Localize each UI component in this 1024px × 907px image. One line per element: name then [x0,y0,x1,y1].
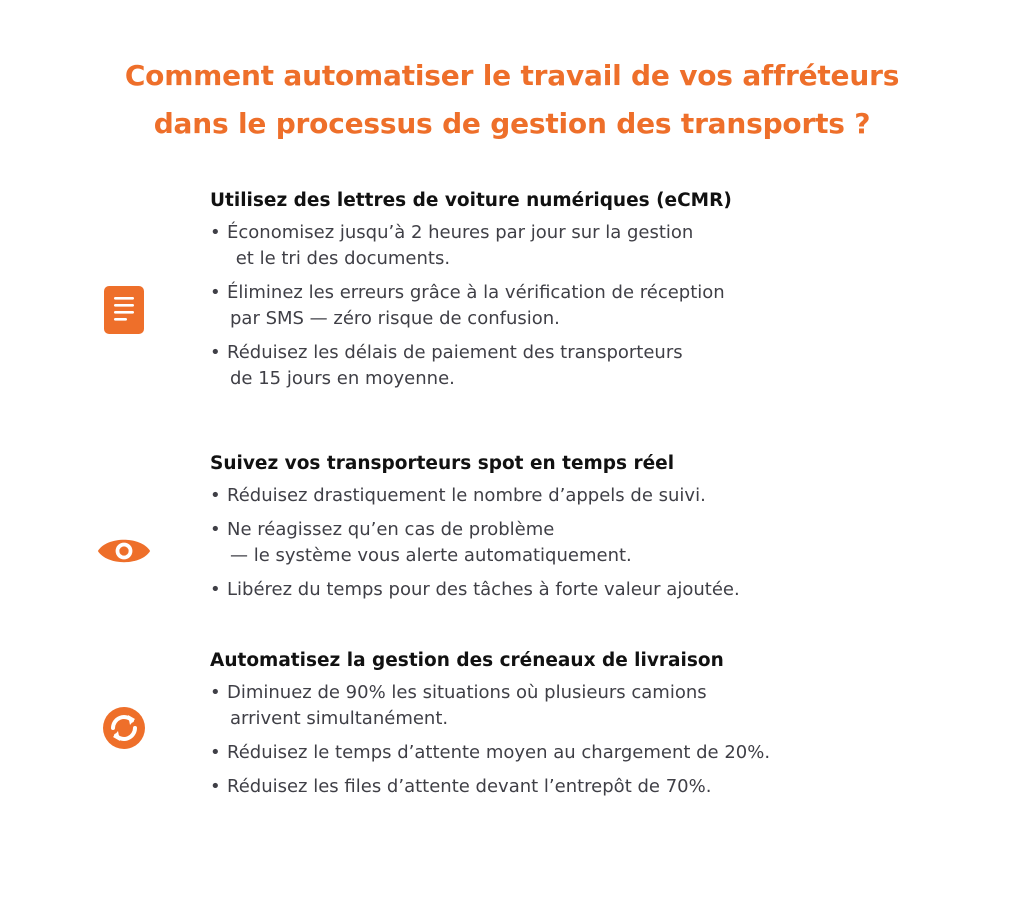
bullet-line: • Réduisez drastiquement le nombre d’appels de suivi. [227,485,706,506]
sync-arrows-icon [96,700,152,756]
section-delivery-slots-content [210,648,970,808]
bullet-list [210,483,970,603]
bullet-line: • Réduisez les files d’attente devant l’entrepôt de 70%. [227,776,712,797]
sync-arrows-icon-graphic [101,705,147,751]
document-icon-graphic [102,284,146,336]
bullet-line: • Diminuez de 90% les situations où plusieurs camions [227,682,707,703]
list-item [210,483,970,509]
bullet-line: • Ne réagissez qu’en cas de problème [227,519,555,540]
list-item [210,740,970,766]
bullet-line: • Économisez jusqu’à 2 heures par jour sur la gestion [227,222,694,243]
section-heading: Utilisez des lettres de voiture numériques (eCMR) [210,190,732,211]
eye-icon-graphic [96,533,152,569]
bullet-line: • Réduisez les délais de paiement des transporteurs [227,342,683,363]
eye-icon [96,523,152,579]
document-icon [96,282,152,338]
list-item [210,577,970,603]
bullet-line: • Libérez du temps pour des tâches à forte valeur ajoutée. [227,579,740,600]
page-title-line-1: Comment automatiser le travail de vos affréteurs [124,59,900,92]
section-heading: Suivez vos transporteurs spot en temps réel [210,453,675,474]
bullet-line: • Éliminez les erreurs grâce à la vérification de réception [227,282,725,303]
section-ecmr-content [210,188,970,400]
list-item [210,680,970,732]
list-item [210,280,970,332]
bullet-list [210,220,970,392]
bullet-line: de 15 jours en moyenne. [230,368,455,389]
bullet-line: arrivent simultanément. [230,708,449,729]
list-item [210,220,970,272]
page-title-line-2: dans le processus de gestion des transports ? [153,107,871,140]
section-heading: Automatisez la gestion des créneaux de livraison [210,650,724,671]
bullet-line: • Réduisez le temps d’attente moyen au chargement de 20%. [227,742,771,763]
bullet-line: et le tri des documents. [230,248,451,269]
list-item [210,774,970,800]
bullet-list [210,680,970,800]
page-title [0,52,1024,148]
bullet-line: par SMS — zéro risque de confusion. [230,308,560,329]
list-item [210,340,970,392]
section-tracking-content [210,451,970,611]
bullet-line: — le système vous alerte automatiquement. [230,545,632,566]
list-item [210,517,970,569]
